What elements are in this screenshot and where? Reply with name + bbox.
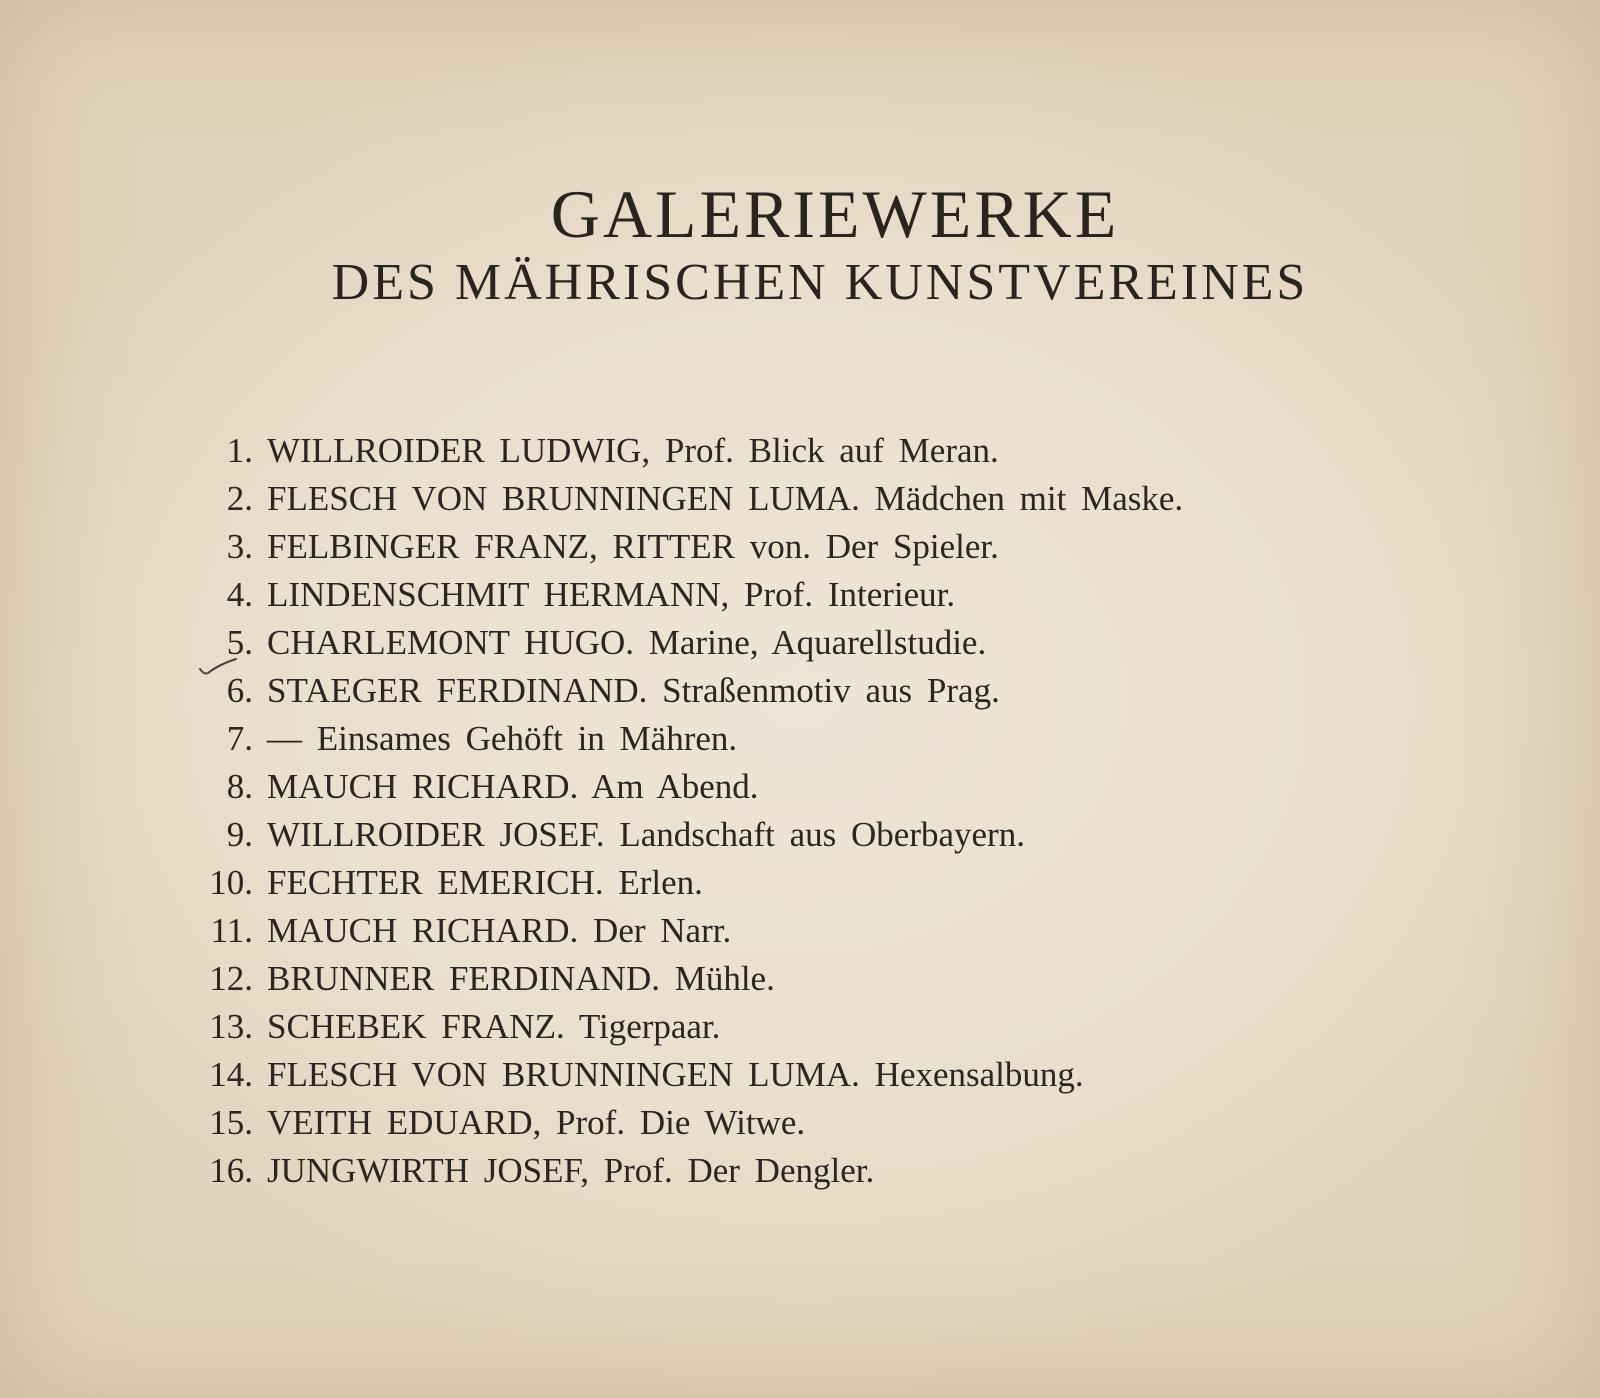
list-item (190, 715, 1440, 763)
entry-number: 7. (226, 719, 253, 758)
page-title: GALERIEWERKE (550, 176, 1120, 252)
entry-number: 16. (209, 1151, 253, 1190)
entry-text: FLESCH VON BRUNNINGEN LUMA. Mädchen mit Maske. (267, 479, 1184, 518)
list-item (190, 955, 1440, 1003)
pencil-check-mark (196, 655, 256, 685)
list-item (190, 1147, 1440, 1195)
list-item (190, 427, 1440, 475)
entry-number: 11. (210, 911, 253, 950)
entry-number: 12. (209, 959, 253, 998)
entry-number: 15. (209, 1103, 253, 1142)
entry-number: 14. (209, 1055, 253, 1094)
entry-text: SCHEBEK FRANZ. Tigerpaar. (267, 1007, 721, 1046)
list-item (190, 475, 1440, 523)
list-item (190, 1003, 1440, 1051)
entry-text: FLESCH VON BRUNNINGEN LUMA. Hexensalbung. (267, 1055, 1084, 1094)
entry-text: VEITH EDUARD, Prof. Die Witwe. (267, 1103, 806, 1142)
entry-number: 9. (226, 815, 253, 854)
entry-number: 8. (226, 767, 253, 806)
list-item (190, 1099, 1440, 1147)
title-block (0, 175, 1600, 313)
list-item (190, 1051, 1440, 1099)
list-item (190, 859, 1440, 907)
entry-text: BRUNNER FERDINAND. Mühle. (267, 959, 775, 998)
entry-text: — Einsames Gehöft in Mähren. (267, 719, 738, 758)
entry-text: JUNGWIRTH JOSEF, Prof. Der Dengler. (267, 1151, 875, 1190)
list-item (190, 571, 1440, 619)
entry-text: FELBINGER FRANZ, RITTER von. Der Spieler. (267, 527, 999, 566)
list-item (190, 667, 1440, 715)
entry-text: MAUCH RICHARD. Der Narr. (267, 911, 732, 950)
entry-text: STAEGER FERDINAND. Straßenmotiv aus Prag. (267, 671, 1000, 710)
entry-text: CHARLEMONT HUGO. Marine, Aquarellstudie. (267, 623, 987, 662)
page-subtitle: DES MÄHRISCHEN KUNSTVEREINES (331, 254, 1309, 311)
entry-number: 4. (226, 575, 253, 614)
entry-text: WILLROIDER LUDWIG, Prof. Blick auf Meran. (267, 431, 999, 470)
list-item (190, 763, 1440, 811)
entry-text: WILLROIDER JOSEF. Landschaft aus Oberbayern. (267, 815, 1025, 854)
entry-number: 10. (209, 863, 253, 902)
artwork-list (190, 427, 1440, 1195)
list-item (190, 907, 1440, 955)
entry-text: LINDENSCHMIT HERMANN, Prof. Interieur. (267, 575, 956, 614)
list-item (190, 523, 1440, 571)
entry-text: FECHTER EMERICH. Erlen. (267, 863, 703, 902)
entry-number: 6. (226, 671, 253, 710)
entry-number: 1. (226, 431, 253, 470)
entry-number: 13. (209, 1007, 253, 1046)
entry-number: 3. (226, 527, 253, 566)
entry-number: 5. (226, 623, 253, 662)
list-item (190, 811, 1440, 859)
entry-number: 2. (226, 479, 253, 518)
list-item (190, 619, 1440, 667)
entry-text: MAUCH RICHARD. Am Abend. (267, 767, 759, 806)
